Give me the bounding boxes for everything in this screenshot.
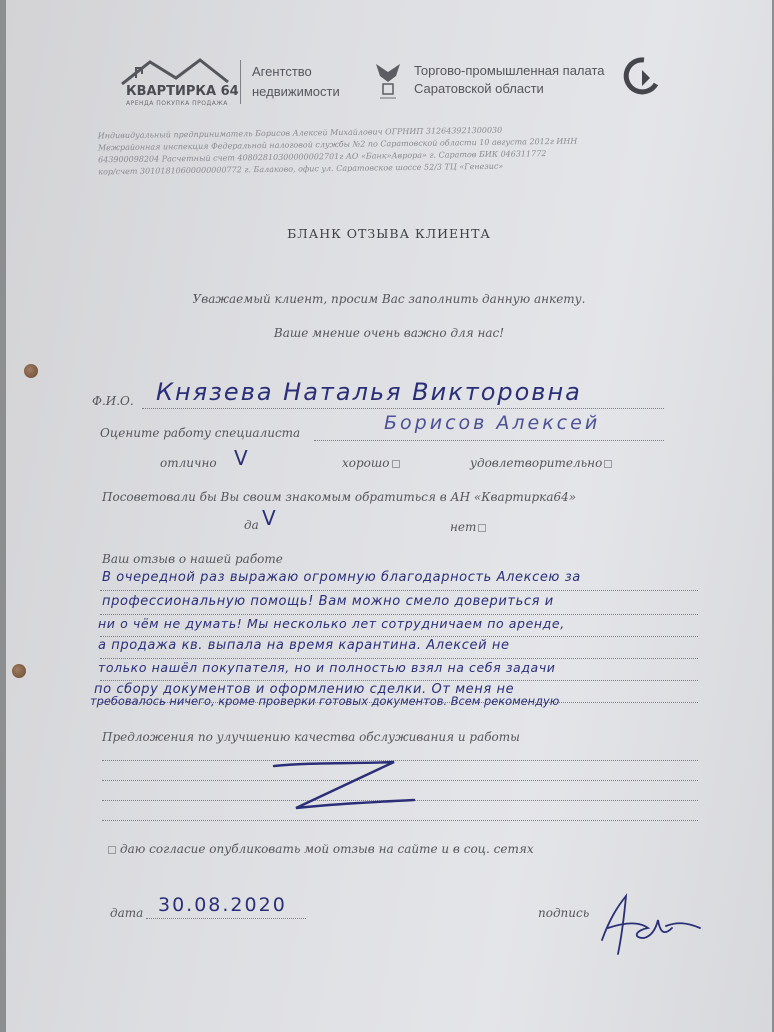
opt-excellent-label: отлично xyxy=(160,456,217,470)
signature-scribble xyxy=(596,888,706,958)
header-divider xyxy=(240,60,241,104)
checkbox-good[interactable] xyxy=(392,460,400,468)
requisites-line: кор/счет 30101810600000000772 г. Балаково, офис ул. Саратовское шоссе 52/3 ТЦ «Генезис» xyxy=(98,161,504,177)
opt-yes-label: да xyxy=(244,518,259,532)
review-line: ни о чём не думать! Мы несколько лет сотрудничаем по аренде, xyxy=(98,616,565,631)
check-yes[interactable]: V xyxy=(262,506,276,530)
rate-label: Оцените работу специалиста xyxy=(100,426,301,440)
tpp-name xyxy=(414,62,605,98)
review-dotline xyxy=(100,658,698,659)
review-dotline xyxy=(100,590,698,591)
signature-label: подпись xyxy=(538,906,590,920)
tpp-emblem-icon xyxy=(374,58,402,102)
binder-hole-bottom xyxy=(12,664,26,678)
tpp-line-1: Торгово-промышленная палата xyxy=(414,63,605,78)
checkbox-consent[interactable] xyxy=(108,846,116,854)
tpp-line-2: Саратовской области xyxy=(414,81,544,96)
fio-line xyxy=(142,408,664,409)
form-title: БЛАНК ОТЗЫВА КЛИЕНТА xyxy=(287,226,491,241)
checkbox-satisfactory[interactable] xyxy=(604,460,612,468)
requisites-line: 643900098204 Расчетный счет 40802810300000002701г АО «Банк»Аврора» г. Саратов БИК 046311772 xyxy=(98,149,547,165)
opt-excellent xyxy=(160,456,217,470)
review-line: В очередной раз выражаю огромную благодарность Алексею за xyxy=(102,570,581,585)
agency-name xyxy=(252,62,340,102)
opt-no-label: нет xyxy=(450,520,477,534)
date-line xyxy=(146,918,306,919)
binder-hole-top xyxy=(24,364,38,378)
consent-label: даю согласие опубликовать мой отзыв на сайте и в соц. сетях xyxy=(120,842,534,856)
review-dotline xyxy=(100,636,698,637)
opt-satisfactory-label: удовлетворительно xyxy=(470,456,603,470)
review-dotline xyxy=(100,614,698,615)
review-line: только нашёл покупателя, но и полностью взял на себя задачи xyxy=(98,660,556,675)
suggestions-label: Предложения по улучшению качества обслуживания и работы xyxy=(102,730,520,744)
date-value[interactable]: 30.08.2020 xyxy=(158,894,287,916)
review-line: профессиональную помощь! Вам можно смело довериться и xyxy=(102,594,554,609)
agency-line-2: недвижимости xyxy=(252,84,340,99)
consent xyxy=(108,842,534,856)
kvartirka-logo-title: КВАРТИРКА 64 xyxy=(126,84,239,99)
opt-good xyxy=(342,456,400,470)
kvartirka-logo-subtitle: АРЕНДА ПОКУПКА ПРОДАЖА xyxy=(126,100,228,107)
check-excellent[interactable]: V xyxy=(234,446,248,470)
review-line: по сбору документов и оформлению сделки. От меня не xyxy=(94,682,515,697)
opt-good-label: хорошо xyxy=(342,456,390,470)
fio-label: Ф.И.О. xyxy=(92,394,134,408)
opt-yes xyxy=(244,518,259,532)
date-label: дата xyxy=(110,906,144,920)
review-dotline xyxy=(100,680,698,681)
rate-value[interactable]: Борисов Алексей xyxy=(384,412,601,434)
fio-value[interactable]: Князева Наталья Викторовна xyxy=(156,378,582,406)
checkbox-no[interactable] xyxy=(478,524,486,532)
opt-satisfactory xyxy=(470,456,612,470)
rate-line xyxy=(314,440,664,441)
opt-no xyxy=(450,520,486,534)
requisites-block xyxy=(98,122,719,179)
agency-line-1: Агентство xyxy=(252,64,312,79)
review-line: требовалось ничего, кроме проверки готовых документов. Всем рекомендую xyxy=(90,694,560,708)
intro-importance: Ваше мнение очень важно для нас! xyxy=(273,326,505,340)
requisites-line: Межрайонная инспекция Федеральной налоговой службы №2 по Саратовской области 10 августа 2012г ИНН xyxy=(97,136,578,153)
requisites-line: Индивидуальный предприниматель Борисов Алексей Михайлович ОГРНИП 312643921300030 xyxy=(97,125,503,141)
suggestions-strike-z xyxy=(264,752,424,822)
recommend-label: Посоветовали бы Вы своим знакомым обратиться в АН «Квартирка64» xyxy=(102,490,577,504)
review-line: а продажа кв. выпала на время карантина. Алексей не xyxy=(98,638,510,653)
review-label: Ваш отзыв о нашей работе xyxy=(102,552,283,566)
intro-request: Уважаемый клиент, просим Вас заполнить данную анкету. xyxy=(192,292,586,306)
tpp-logo-icon xyxy=(622,56,662,96)
form-sheet xyxy=(6,0,772,1032)
